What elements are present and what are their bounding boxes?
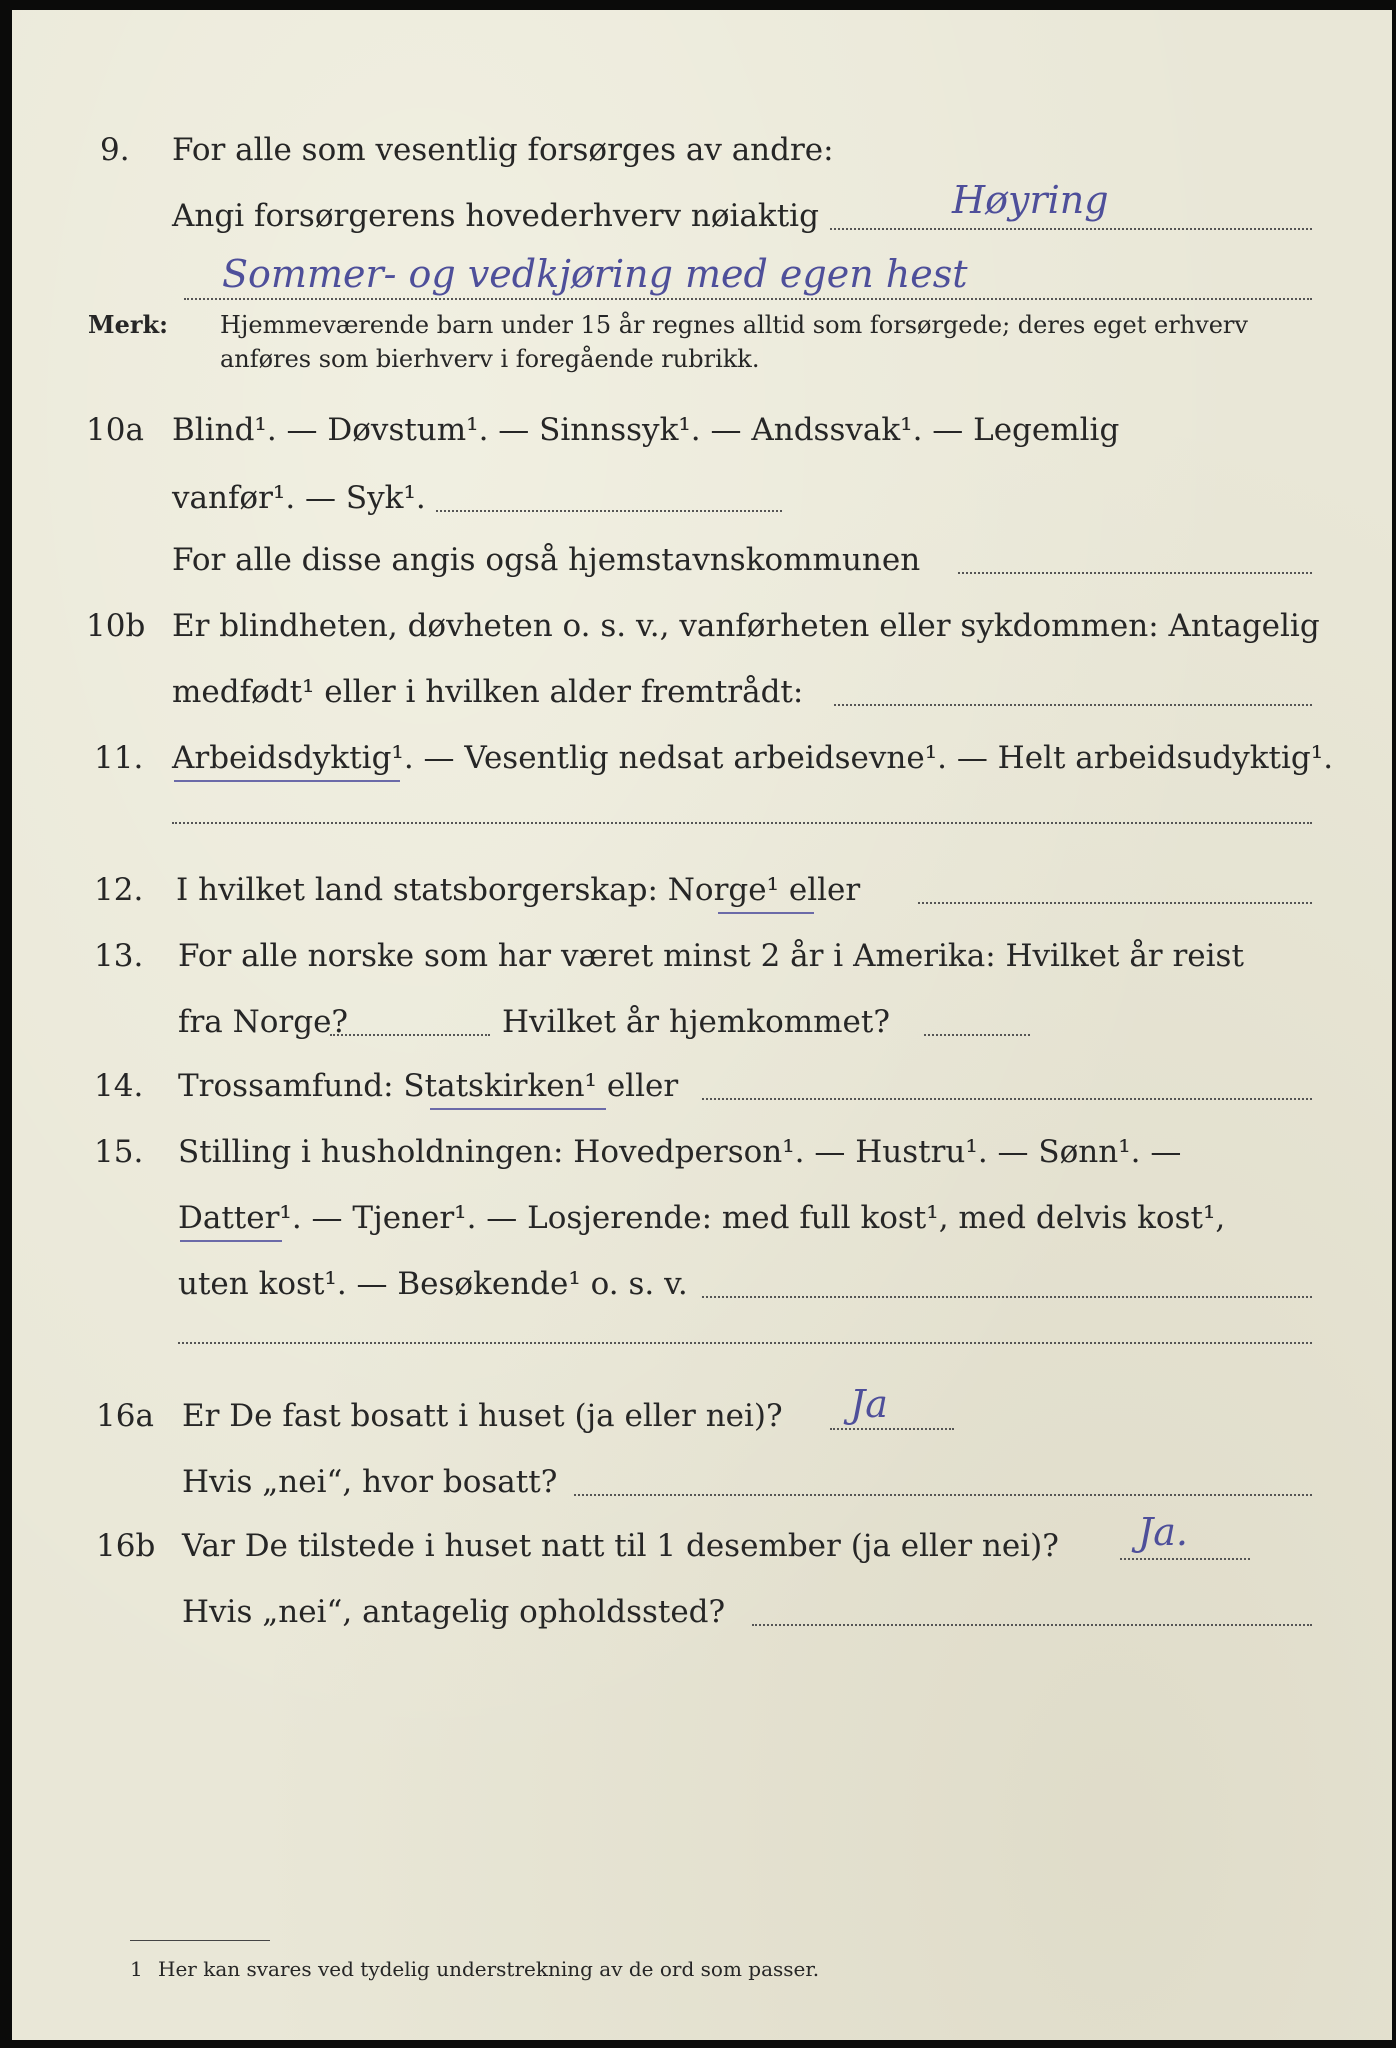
q10b-line2: medfødt¹ eller i hvilken alder fremtrådt:: [172, 674, 804, 710]
q16a-line2: Hvis „nei“, hvor bosatt?: [182, 1464, 558, 1500]
q15-number: 15.: [94, 1134, 144, 1170]
footnote-mark: 1: [130, 1957, 143, 1981]
q15-extra-line: [178, 1342, 1312, 1344]
q13-departure-year-line: [330, 1034, 490, 1036]
q13-return-year-line: [924, 1034, 1030, 1036]
q16a-line1: Er De fast bosatt i huset (ja eller nei)?: [182, 1398, 783, 1434]
q13-line2a: fra Norge?: [178, 1004, 349, 1040]
q9-handwritten-answer2: Sommer- og vedkjøring med egen hest: [222, 252, 968, 296]
q10a-answer-line: [436, 510, 782, 512]
q15-line3: uten kost¹. — Besøkende¹ o. s. v.: [178, 1266, 688, 1302]
q13-line2b: Hvilket år hjemkommet?: [502, 1004, 890, 1040]
q16a-residence-line: [574, 1494, 1312, 1496]
q16b-line1: Var De tilstede i huset natt til 1 desember (ja eller nei)?: [182, 1528, 1059, 1564]
q10a-line3: For alle disse angis også hjemstavnskommunen: [172, 542, 921, 578]
q9-line1: For alle som vesentlig forsørges av andre:: [172, 132, 834, 168]
q10a-line1: Blind¹. — Døvstum¹. — Sinnssyk¹. — Andssvak¹. — Legemlig: [172, 412, 1120, 448]
q13-line1: For alle norske som har været minst 2 år i Amerika: Hvilket år reist: [178, 938, 1244, 974]
q11-line1: Arbeidsdyktig¹. — Vesentlig nedsat arbeidsevne¹. — Helt arbeidsudyktig¹.: [172, 740, 1334, 776]
footnote-rule: [130, 1940, 270, 1941]
q16a-handwritten-answer: Ja: [850, 1382, 888, 1426]
merk-line2: anføres som bierhverv i foregående rubrikk.: [220, 345, 760, 373]
q16b-line2: Hvis „nei“, antagelig opholdssted?: [182, 1594, 726, 1630]
q14-line1: Trossamfund: Statskirken¹ eller: [178, 1068, 679, 1104]
q15-answer-line: [702, 1296, 1312, 1298]
census-form-page: [12, 10, 1392, 2040]
q9-number: 9.: [100, 132, 130, 168]
q9-answer-line2: [184, 298, 1312, 300]
q16b-number: 16b: [96, 1528, 156, 1564]
q13-number: 13.: [94, 938, 144, 974]
q16a-number: 16a: [96, 1398, 154, 1434]
merk-label: Merk:: [88, 310, 168, 339]
q9-answer-line1: [830, 228, 1312, 230]
q15-line1: Stilling i husholdningen: Hovedperson¹. — Hustru¹. — Sønn¹. —: [178, 1134, 1182, 1170]
q16b-whereabouts-line: [752, 1624, 1312, 1626]
q16a-answer-line: [830, 1428, 954, 1430]
q10a-number: 10a: [86, 412, 144, 448]
merk-line1: Hjemmeværende barn under 15 år regnes alltid som forsørgede; deres eget erhverv: [220, 311, 1248, 339]
q9-handwritten-answer1: Høyring: [952, 178, 1109, 222]
q12-underline-norge: [718, 912, 814, 914]
q15-line2: Datter¹. — Tjener¹. — Losjerende: med full kost¹, med delvis kost¹,: [178, 1200, 1226, 1236]
q11-underline-arbeidsdyktig: [174, 780, 400, 782]
q12-line1: I hvilket land statsborgerskap: Norge¹ eller: [176, 872, 861, 908]
q10b-answer-line: [834, 704, 1312, 706]
q12-number: 12.: [94, 872, 144, 908]
q14-number: 14.: [94, 1068, 144, 1104]
q10b-line1: Er blindheten, døvheten o. s. v., vanførheten eller sykdommen: Antagelig: [172, 608, 1320, 644]
q16b-answer-line: [1120, 1558, 1250, 1560]
q14-answer-line: [702, 1098, 1312, 1100]
q11-answer-line: [172, 822, 1312, 824]
q10b-number: 10b: [86, 608, 146, 644]
q10a-line2: vanfør¹. — Syk¹.: [172, 480, 426, 516]
q10a-hometown-line: [958, 572, 1312, 574]
q14-underline-statskirken: [430, 1108, 606, 1110]
footnote-text: Her kan svares ved tydelig understrekning av de ord som passer.: [158, 1957, 820, 1981]
q16b-handwritten-answer: Ja.: [1138, 1510, 1188, 1554]
q9-line2: Angi forsørgerens hovederhverv nøiaktig: [172, 198, 819, 234]
q11-number: 11.: [94, 740, 144, 776]
q12-answer-line: [918, 902, 1312, 904]
q15-underline-datter: [180, 1240, 282, 1242]
